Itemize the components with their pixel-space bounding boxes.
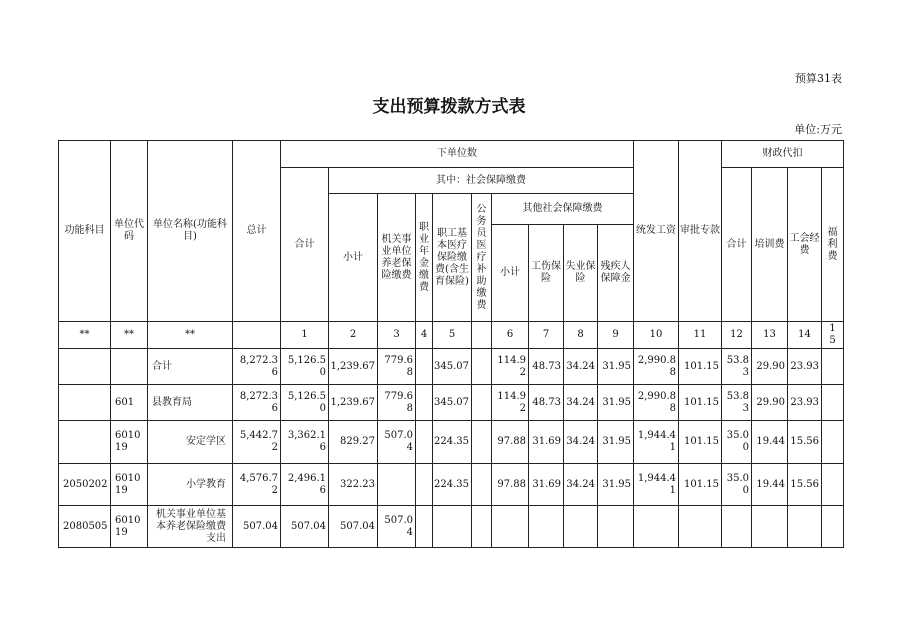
index-cell: ** bbox=[111, 322, 148, 349]
table-row bbox=[59, 385, 844, 421]
header-func-subject: 功能科目 bbox=[59, 141, 111, 322]
value-cell: 507.04 bbox=[378, 421, 416, 464]
index-cell: ** bbox=[148, 322, 233, 349]
value-cell: 15.56 bbox=[788, 464, 822, 506]
value-cell bbox=[822, 506, 844, 548]
index-cell: 12 bbox=[722, 322, 752, 349]
header-unified-wage: 统发工资 bbox=[634, 141, 679, 322]
value-cell: 53.83 bbox=[722, 349, 752, 385]
value-cell bbox=[472, 385, 492, 421]
func-cell bbox=[59, 385, 111, 421]
func-cell: 2050202 bbox=[59, 464, 111, 506]
value-cell: 1,239.67 bbox=[329, 349, 378, 385]
index-cell: 1 bbox=[281, 322, 329, 349]
table-row bbox=[59, 506, 844, 548]
value-cell bbox=[788, 506, 822, 548]
value-cell: 829.27 bbox=[329, 421, 378, 464]
value-cell: 345.07 bbox=[433, 349, 472, 385]
value-cell: 779.68 bbox=[378, 385, 416, 421]
value-cell: 2,990.88 bbox=[634, 349, 679, 385]
unit-label: 单位:万元 bbox=[794, 123, 842, 136]
header-welfare: 福利费 bbox=[822, 168, 844, 322]
value-cell: 34.24 bbox=[564, 421, 598, 464]
value-cell bbox=[416, 385, 433, 421]
value-cell: 101.15 bbox=[679, 421, 722, 464]
value-cell: 224.35 bbox=[433, 421, 472, 464]
code-cell bbox=[111, 349, 148, 385]
value-cell bbox=[472, 506, 492, 548]
table-row bbox=[59, 349, 844, 385]
value-cell: 1,239.67 bbox=[329, 385, 378, 421]
code-cell: 601019 bbox=[111, 421, 148, 464]
value-cell: 101.15 bbox=[679, 464, 722, 506]
value-cell: 97.88 bbox=[492, 421, 529, 464]
value-cell: 31.95 bbox=[598, 385, 634, 421]
index-cell: 7 bbox=[529, 322, 564, 349]
header-unit-name: 单位名称(功能科目) bbox=[148, 141, 233, 322]
value-cell: 322.23 bbox=[329, 464, 378, 506]
value-cell: 19.44 bbox=[752, 421, 788, 464]
value-cell: 53.83 bbox=[722, 385, 752, 421]
value-cell: 19.44 bbox=[752, 464, 788, 506]
header-other-social: 其他社会保障缴费 bbox=[492, 194, 634, 225]
header-injury: 工伤保险 bbox=[529, 225, 564, 322]
index-cell: 13 bbox=[752, 322, 788, 349]
value-cell bbox=[564, 506, 598, 548]
value-cell bbox=[822, 421, 844, 464]
header-subtotal-all: 合计 bbox=[281, 168, 329, 322]
index-cell: 10 bbox=[634, 322, 679, 349]
value-cell: 5,442.72 bbox=[233, 421, 281, 464]
value-cell: 101.15 bbox=[679, 349, 722, 385]
header-pension: 机关事业单位养老保险缴费 bbox=[378, 194, 416, 322]
value-cell: 23.93 bbox=[788, 385, 822, 421]
header-unemployment: 失业保险 bbox=[564, 225, 598, 322]
code-cell: 601019 bbox=[111, 506, 148, 548]
index-cell: 8 bbox=[564, 322, 598, 349]
value-cell bbox=[472, 464, 492, 506]
value-cell: 779.68 bbox=[378, 349, 416, 385]
value-cell bbox=[416, 349, 433, 385]
code-cell: 601 bbox=[111, 385, 148, 421]
value-cell bbox=[598, 506, 634, 548]
name-cell: 安定学区 bbox=[148, 421, 233, 464]
index-cell: 5 bbox=[433, 322, 472, 349]
index-row bbox=[59, 322, 844, 349]
value-cell: 34.24 bbox=[564, 349, 598, 385]
func-cell: 2080505 bbox=[59, 506, 111, 548]
header-training: 培训费 bbox=[752, 168, 788, 322]
value-cell: 31.69 bbox=[529, 421, 564, 464]
value-cell: 114.92 bbox=[492, 349, 529, 385]
value-cell: 507.04 bbox=[329, 506, 378, 548]
index-cell: 6 bbox=[492, 322, 529, 349]
header-social-subtotal: 小计 bbox=[329, 194, 378, 322]
code-cell: 601019 bbox=[111, 464, 148, 506]
table-row bbox=[59, 464, 844, 506]
value-cell: 31.95 bbox=[598, 464, 634, 506]
value-cell: 2,496.16 bbox=[281, 464, 329, 506]
index-cell: 9 bbox=[598, 322, 634, 349]
header-annuity: 职业年金缴费 bbox=[416, 194, 433, 322]
value-cell: 5,126.50 bbox=[281, 385, 329, 421]
name-cell: 小学教育 bbox=[148, 464, 233, 506]
value-cell bbox=[752, 506, 788, 548]
value-cell: 5,126.50 bbox=[281, 349, 329, 385]
value-cell bbox=[472, 421, 492, 464]
index-cell: 14 bbox=[788, 322, 822, 349]
value-cell: 29.90 bbox=[752, 349, 788, 385]
budget-table bbox=[58, 140, 844, 548]
index-cell: 4 bbox=[416, 322, 433, 349]
form-code: 预算31表 bbox=[795, 72, 842, 85]
page-title: 支出预算拨款方式表 bbox=[372, 97, 526, 117]
value-cell: 114.92 bbox=[492, 385, 529, 421]
header-civil-medical: 公务员医疗补助缴费 bbox=[472, 194, 492, 322]
header-fiscal-total: 合计 bbox=[722, 168, 752, 322]
value-cell: 1,944.41 bbox=[634, 464, 679, 506]
func-cell bbox=[59, 421, 111, 464]
index-cell: 15 bbox=[822, 322, 844, 349]
value-cell: 23.93 bbox=[788, 349, 822, 385]
header-approval-fund: 审批专款 bbox=[679, 141, 722, 322]
value-cell: 1,944.41 bbox=[634, 421, 679, 464]
value-cell: 31.69 bbox=[529, 464, 564, 506]
value-cell bbox=[433, 506, 472, 548]
value-cell: 48.73 bbox=[529, 349, 564, 385]
value-cell: 31.95 bbox=[598, 421, 634, 464]
value-cell bbox=[492, 506, 529, 548]
value-cell bbox=[722, 506, 752, 548]
header-total: 总计 bbox=[233, 141, 281, 322]
value-cell: 345.07 bbox=[433, 385, 472, 421]
value-cell: 34.24 bbox=[564, 385, 598, 421]
value-cell: 29.90 bbox=[752, 385, 788, 421]
value-cell: 35.00 bbox=[722, 464, 752, 506]
value-cell: 48.73 bbox=[529, 385, 564, 421]
func-cell bbox=[59, 349, 111, 385]
value-cell: 8,272.36 bbox=[233, 385, 281, 421]
value-cell: 4,576.72 bbox=[233, 464, 281, 506]
header-unit-code: 单位代码 bbox=[111, 141, 148, 322]
value-cell: 101.15 bbox=[679, 385, 722, 421]
value-cell: 507.04 bbox=[281, 506, 329, 548]
name-cell: 县教育局 bbox=[148, 385, 233, 421]
index-cell: 3 bbox=[378, 322, 416, 349]
value-cell bbox=[416, 421, 433, 464]
value-cell: 8,272.36 bbox=[233, 349, 281, 385]
index-cell: 11 bbox=[679, 322, 722, 349]
value-cell bbox=[822, 464, 844, 506]
name-cell: 合计 bbox=[148, 349, 233, 385]
value-cell: 3,362.16 bbox=[281, 421, 329, 464]
value-cell: 34.24 bbox=[564, 464, 598, 506]
value-cell: 507.04 bbox=[233, 506, 281, 548]
index-cell: ** bbox=[59, 322, 111, 349]
value-cell bbox=[679, 506, 722, 548]
value-cell: 2,990.88 bbox=[634, 385, 679, 421]
header-other-subtotal: 小计 bbox=[492, 225, 529, 322]
header-disabled: 残疾人保障金 bbox=[598, 225, 634, 322]
header-fiscal-deduct: 财政代扣 bbox=[722, 141, 844, 168]
value-cell bbox=[529, 506, 564, 548]
value-cell: 15.56 bbox=[788, 421, 822, 464]
index-cell bbox=[472, 322, 492, 349]
value-cell bbox=[416, 464, 433, 506]
value-cell bbox=[634, 506, 679, 548]
header-sub-units: 下单位数 bbox=[281, 141, 634, 168]
value-cell bbox=[472, 349, 492, 385]
index-cell bbox=[233, 322, 281, 349]
value-cell: 224.35 bbox=[433, 464, 472, 506]
value-cell: 31.95 bbox=[598, 349, 634, 385]
value-cell: 35.00 bbox=[722, 421, 752, 464]
value-cell bbox=[416, 506, 433, 548]
index-cell: 2 bbox=[329, 322, 378, 349]
value-cell bbox=[822, 349, 844, 385]
header-of-which-social: 其中：社会保障缴费 bbox=[329, 168, 634, 194]
value-cell: 507.04 bbox=[378, 506, 416, 548]
name-cell: 机关事业单位基本养老保险缴费支出 bbox=[148, 506, 233, 548]
value-cell: 97.88 bbox=[492, 464, 529, 506]
header-union: 工会经费 bbox=[788, 168, 822, 322]
value-cell bbox=[822, 385, 844, 421]
table-row bbox=[59, 421, 844, 464]
header-medical: 职工基本医疗保险缴费(含生育保险) bbox=[433, 194, 472, 322]
value-cell bbox=[378, 464, 416, 506]
